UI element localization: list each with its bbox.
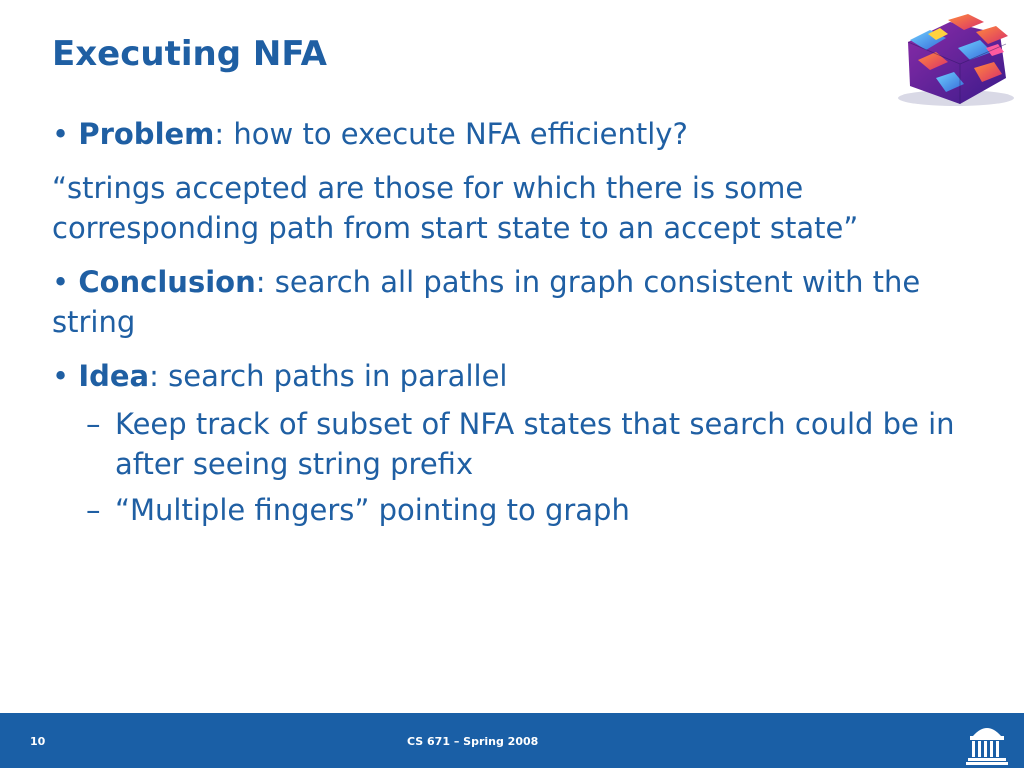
colorful-cube-logo-icon <box>888 4 1024 110</box>
bullet-marker: • <box>52 265 70 299</box>
conclusion-bullet <box>52 262 972 342</box>
problem-bullet <box>52 114 972 154</box>
bullet-marker: • <box>52 359 70 393</box>
bullet-marker: • <box>52 117 70 151</box>
quote-paragraph: “strings accepted are those for which there is some corresponding path from start state to an accept state” <box>52 171 859 245</box>
sub-item-text: Keep track of subset of NFA states that search could be in after seeing string prefix <box>115 407 955 481</box>
idea-label: Idea <box>78 359 150 393</box>
sub-list-item <box>52 404 972 484</box>
dash-marker: – <box>86 493 101 527</box>
conclusion-text: : search all paths in graph consistent with the string <box>52 265 921 339</box>
footer-bar <box>0 713 1024 768</box>
problem-text: : how to execute NFA efficiently? <box>214 117 688 151</box>
sub-item-text: “Multiple fingers” pointing to graph <box>115 493 630 527</box>
course-label: CS 671 – Spring 2008 <box>407 735 539 748</box>
slide-body <box>52 114 972 536</box>
dash-marker: – <box>86 407 101 441</box>
rotunda-logo-icon <box>964 716 1010 766</box>
conclusion-label: Conclusion <box>78 265 256 299</box>
problem-label: Problem <box>78 117 215 151</box>
idea-sub-list <box>52 404 972 530</box>
idea-bullet <box>52 356 972 396</box>
slide-title: Executing NFA <box>52 34 327 74</box>
slide-number: 10 <box>30 735 46 748</box>
idea-text: : search paths in parallel <box>149 359 508 393</box>
sub-list-item <box>52 490 972 530</box>
